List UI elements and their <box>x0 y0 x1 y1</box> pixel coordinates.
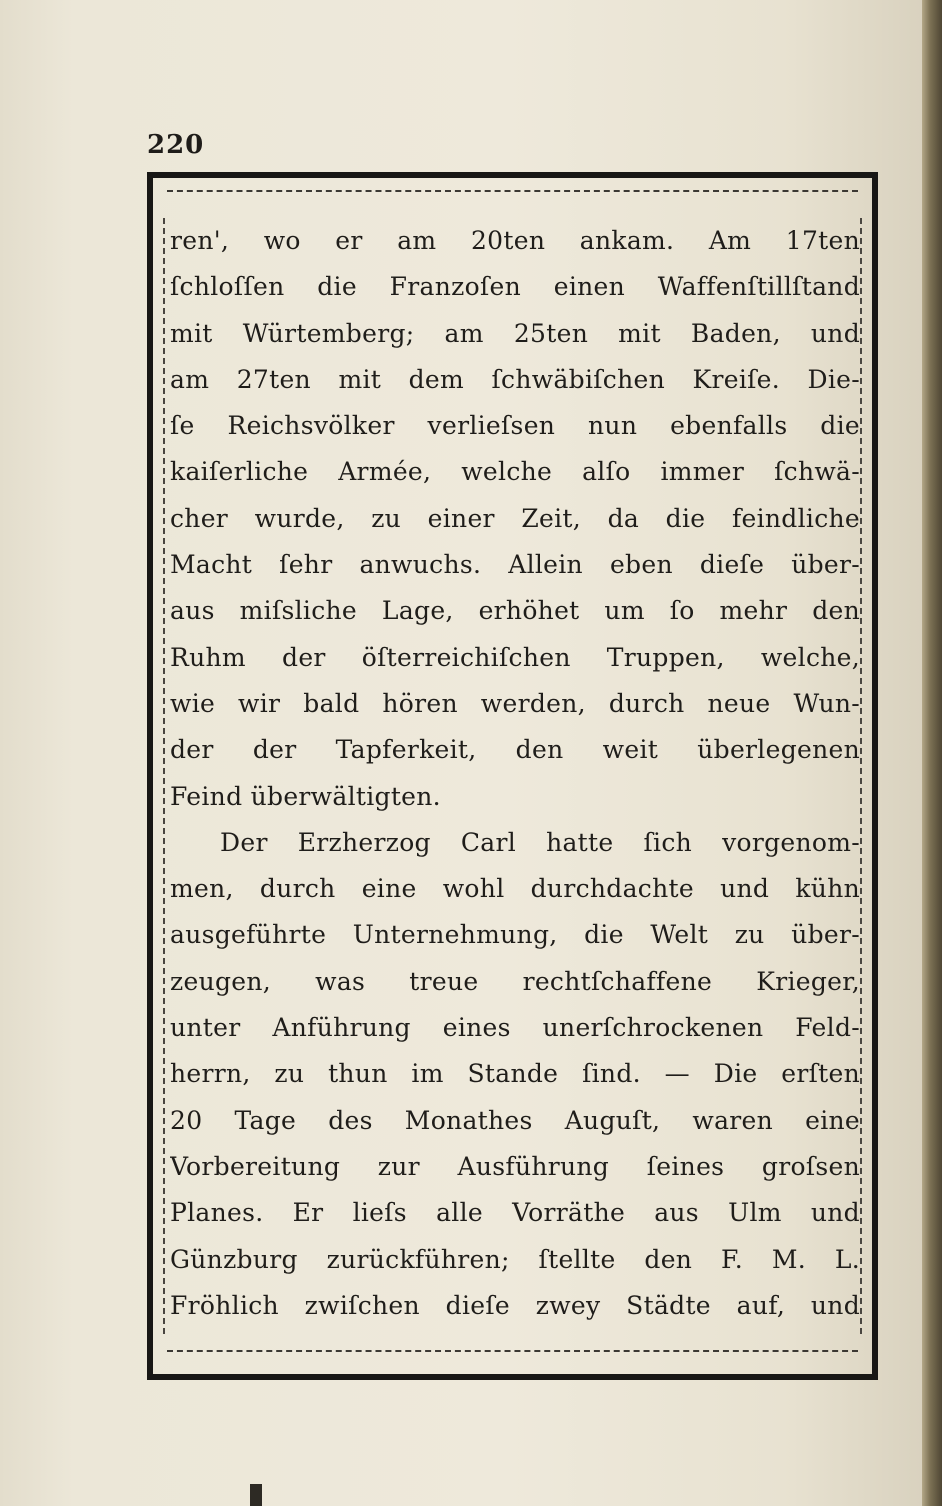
text-line: Fröhlich zwiſchen dieſe zwey Städte auf, und <box>170 1290 860 1320</box>
text-line: Planes. Er lieſs alle Vorräthe aus Ulm und <box>170 1198 860 1228</box>
text-line: Günzburg zurückführen; ſtellte den F. M. L. <box>170 1244 860 1274</box>
text-line-paragraph-start: Der Erzherzog Carl hatte ſich vorgenom- <box>220 827 860 857</box>
text-line: Ruhm der öſterreichiſchen Truppen, welche, <box>170 642 860 672</box>
frame-dashed-rule-bottom <box>167 1350 858 1352</box>
text-line: wie wir bald hören werden, durch neue Wun- <box>170 688 860 718</box>
frame-dashed-rule-right <box>860 218 862 1334</box>
text-line: mit Würtemberg; am 25ten mit Baden, und <box>170 318 860 348</box>
text-line: Vorbereitung zur Ausführung ſeines groſsen <box>170 1151 860 1181</box>
text-line: 20 Tage des Monathes Auguſt, waren eine <box>170 1105 860 1135</box>
text-line: unter Anführung eines unerſchrockenen Feld- <box>170 1013 860 1043</box>
text-line: cher wurde, zu einer Zeit, da die feindliche <box>170 503 860 533</box>
text-line: kaiſerliche Armée, welche alſo immer ſchwä- <box>170 457 860 487</box>
text-line: ſchloſſen die Franzoſen einen Waffenſtillſtand <box>170 272 860 302</box>
text-line: ſe Reichsvölker verlieſsen nun ebenfalls die <box>170 411 860 441</box>
page-number: 220 <box>147 130 205 160</box>
frame-dashed-rule-left <box>163 218 165 1334</box>
text-line: ausgeführte Unternehmung, die Welt zu über- <box>170 920 860 950</box>
book-spine-edge <box>922 0 942 1506</box>
text-line: ren', wo er am 20ten ankam. Am 17ten <box>170 226 860 255</box>
page-edge-mark <box>250 1484 262 1506</box>
text-line: der der Tapferkeit, den weit überlegenen <box>170 735 860 765</box>
text-line: zeugen, was treue rechtſchaffene Krieger, <box>170 966 860 996</box>
text-line-paragraph-end: Feind überwältigten. <box>170 781 441 811</box>
text-line: am 27ten mit dem ſchwäbiſchen Kreiſe. Die- <box>170 364 860 394</box>
text-line: aus miſsliche Lage, erhöhet um ſo mehr den <box>170 596 860 626</box>
body-text <box>170 218 860 1329</box>
text-line: herrn, zu thun im Stande ſind. — Die erſten <box>170 1059 860 1089</box>
text-line: Macht ſehr anwuchs. Allein eben dieſe über- <box>170 550 860 580</box>
text-line: men, durch eine wohl durchdachte und kühn <box>170 874 860 904</box>
frame-dashed-rule-top <box>167 190 858 192</box>
